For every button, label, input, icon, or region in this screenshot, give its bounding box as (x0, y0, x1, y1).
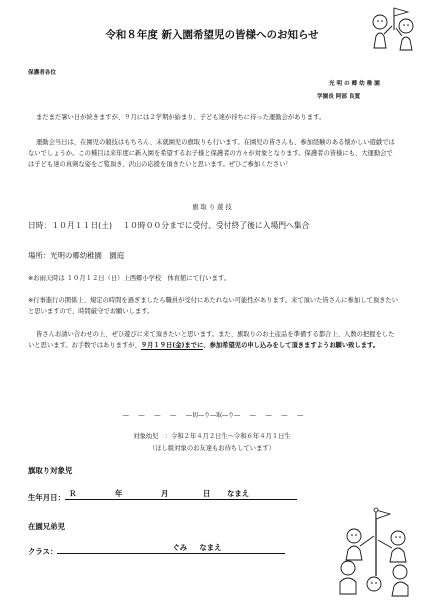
kids-flag-illustration (368, 6, 420, 50)
class-suffix: ぐみ (172, 543, 188, 552)
birth-field[interactable] (65, 489, 297, 500)
rain-note: ※お雨天時は １０月１２日（日）上西郷小学校 体育館にて行います。 (28, 275, 230, 282)
event-heading: 旗 取 り 遊 技 (192, 204, 232, 211)
year-label: 年 (114, 489, 123, 498)
contact-paragraph (28, 330, 400, 351)
birth-row (28, 489, 328, 503)
name-label: なまえ (226, 489, 250, 498)
principal-name: 学園長 阿部 良寛 (317, 94, 361, 100)
page-title: 令和８年度 新入園希望児の皆様へのお知らせ (105, 29, 319, 41)
class-field[interactable] (57, 543, 285, 554)
class-label: クラス： (28, 547, 58, 556)
form-section-target: 旗取り対象児 (28, 466, 73, 475)
contact-text-b: 、参加希望児の申し込みをして頂きますようお願い致します。 (203, 341, 380, 349)
intro-paragraph-2: 運動会当日は、在園児の競技はもちろん、未就園児の旗取りも行います。在園児の皆さんも、参加経験のある懐かしい遊戯ではないでしょうか。この種目は来年度に新入園を希望するお子様と保護者の方々が対象となります。保護者の皆様にも、大運動会では子ども達の真剣な姿をご覧頂き、沢山の応援を頂きたいと思います。ぜひご参加ください！ (28, 139, 395, 168)
time-warning: ※行事進行の関係上、規定の時間を過ぎましたら職員が受付にあたれない可能性があります。来て頂いた皆さんに参加して頂きたいと思いますので、時間厳守でお願いします。 (28, 297, 398, 315)
cut-line: ― ― ― ― ―切―り―取―り― ― ― ― ― (122, 412, 304, 419)
deadline: ９月１９日(金)までに (140, 341, 204, 349)
event-date: 日時：１０月１１日(土) １０時００分までに受付、受付終了後に入場門へ集合 (28, 221, 310, 230)
sibling-name-label: なまえ (199, 543, 222, 552)
event-place: 場所：光明の郷幼稚園 園庭 (28, 251, 125, 260)
salutation: 保護者各位 (28, 70, 56, 76)
month-label: 月 (160, 489, 169, 498)
form-section-sibling: 在園兄弟児 (28, 522, 65, 531)
contact-text-a: 皆さんお誘い合わせの上、ぜひ遊びに来て頂きたいと思います。また、旗取りのお土産品を準備する都合上、人数の把握をしたいと思います。お手数ではありますが、 (28, 331, 395, 349)
intro-paragraph-1: まだまだ暑い日が続きますが、９月には２学期が始まり、子ども達が待ちに待った運動会があります。 (36, 114, 326, 121)
era-label: Ｒ (68, 489, 77, 498)
birth-label: 生年月日： (28, 493, 65, 502)
children-flagpole-illustration (334, 506, 418, 596)
school-name: 光 明 の 郷 幼 稚 園 (329, 81, 380, 87)
target-age: 対象幼児 ：令和２年４月２日生～令和６年４月１日生 (133, 433, 291, 440)
target-note: （ほし組対象のお友達もお待ちしています） (149, 445, 275, 452)
class-row (28, 543, 285, 557)
day-label: 日 (202, 489, 211, 498)
